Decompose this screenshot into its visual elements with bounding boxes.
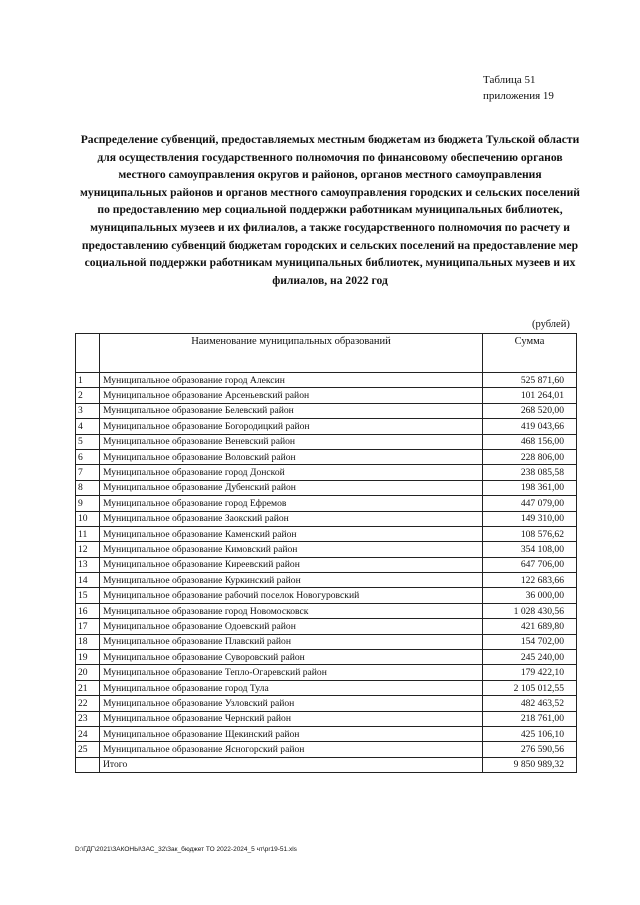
row-number: 5 xyxy=(76,434,100,449)
row-name: Муниципальное образование Одоевский район xyxy=(100,619,483,634)
table-row xyxy=(76,573,577,588)
row-name: Муниципальное образование Ясногорский район xyxy=(100,742,483,757)
row-amount: 419 043,66 xyxy=(483,419,577,434)
row-name: Муниципальное образование Дубенский район xyxy=(100,480,483,495)
row-amount: 36 000,00 xyxy=(483,588,577,603)
table-row xyxy=(76,434,577,449)
table-row xyxy=(76,696,577,711)
row-number: 21 xyxy=(76,680,100,695)
row-name: Муниципальное образование город Алексин xyxy=(100,373,483,388)
row-number: 1 xyxy=(76,373,100,388)
table-row xyxy=(76,634,577,649)
row-name: Муниципальное образование Плавский район xyxy=(100,634,483,649)
row-amount: 179 422,10 xyxy=(483,665,577,680)
table-header-row xyxy=(76,334,577,373)
table-row xyxy=(76,542,577,557)
row-number: 23 xyxy=(76,711,100,726)
row-amount: 421 689,80 xyxy=(483,619,577,634)
row-name: Муниципальное образование Веневский район xyxy=(100,434,483,449)
row-amount: 447 079,00 xyxy=(483,496,577,511)
row-number: 15 xyxy=(76,588,100,603)
total-row xyxy=(76,757,577,772)
distribution-table xyxy=(75,333,577,773)
row-number: 4 xyxy=(76,419,100,434)
table-row xyxy=(76,650,577,665)
table-row xyxy=(76,496,577,511)
row-amount: 276 590,56 xyxy=(483,742,577,757)
header-number xyxy=(76,334,100,373)
row-amount: 468 156,00 xyxy=(483,434,577,449)
row-name: Муниципальное образование Киреевский район xyxy=(100,557,483,572)
table-row xyxy=(76,403,577,418)
row-amount: 218 761,00 xyxy=(483,711,577,726)
row-amount: 154 702,00 xyxy=(483,634,577,649)
row-amount: 245 240,00 xyxy=(483,650,577,665)
row-number: 8 xyxy=(76,480,100,495)
row-name: Муниципальное образование Кимовский район xyxy=(100,542,483,557)
row-amount: 198 361,00 xyxy=(483,480,577,495)
row-number: 18 xyxy=(76,634,100,649)
table-row xyxy=(76,388,577,403)
row-name: Муниципальное образование Куркинский район xyxy=(100,573,483,588)
row-name: Муниципальное образование Арсеньевский район xyxy=(100,388,483,403)
document-title: Распределение субвенций, предоставляемых местным бюджетам из бюджета Тульской области для осуществления государственного полномочия по финансовому обеспечению органов местного самоуправления округов и районов, органов местного самоуправления муниципальных районов и органов местного самоуправления городских и сельских поселений по предоставлению мер социальной поддержки работникам муниципальных библиотек, муниципальных музеев и их филиалов, а также государственного полномочия по расчету и предоставлению субвенций бюджетам городских и сельских поселений на предоставление мер социальной поддержки работникам муниципальных библиотек, муниципальных музеев и их филиалов, на 2022 год xyxy=(80,133,580,287)
row-amount: 354 108,00 xyxy=(483,542,577,557)
row-number: 7 xyxy=(76,465,100,480)
row-name: Муниципальное образование Чернский район xyxy=(100,711,483,726)
row-amount: 149 310,00 xyxy=(483,511,577,526)
row-name: Муниципальное образование Узловский район xyxy=(100,696,483,711)
row-number: 20 xyxy=(76,665,100,680)
row-number: 12 xyxy=(76,542,100,557)
row-amount: 647 706,00 xyxy=(483,557,577,572)
row-amount: 425 106,10 xyxy=(483,726,577,741)
table-row xyxy=(76,742,577,757)
table-row xyxy=(76,526,577,541)
table-row xyxy=(76,726,577,741)
file-path: D:\ГДГ\2021\ЗАКОНЫ\ЗАС_32\Зак_бюджет ТО 2022-2024_5 чт\pr19-51.xls xyxy=(75,846,297,853)
table-row xyxy=(76,680,577,695)
row-number: 16 xyxy=(76,603,100,618)
row-number: 22 xyxy=(76,696,100,711)
row-amount: 228 806,00 xyxy=(483,449,577,464)
row-amount: 122 683,66 xyxy=(483,573,577,588)
row-number: 10 xyxy=(76,511,100,526)
row-amount: 1 028 430,56 xyxy=(483,603,577,618)
row-number: 14 xyxy=(76,573,100,588)
row-number xyxy=(76,757,100,772)
table-row xyxy=(76,588,577,603)
row-number: 11 xyxy=(76,526,100,541)
table-row xyxy=(76,465,577,480)
row-name: Муниципальное образование Белевский район xyxy=(100,403,483,418)
row-number: 19 xyxy=(76,650,100,665)
row-name: Муниципальное образование Тепло-Огаревский район xyxy=(100,665,483,680)
row-name: Муниципальное образование Каменский район xyxy=(100,526,483,541)
row-amount: 2 105 012,55 xyxy=(483,680,577,695)
row-amount: 268 520,00 xyxy=(483,403,577,418)
row-amount: 101 264,01 xyxy=(483,388,577,403)
row-amount: 108 576,62 xyxy=(483,526,577,541)
header-amount: Сумма xyxy=(483,334,577,373)
table-number: Таблица 51 xyxy=(483,74,536,86)
row-name: Муниципальное образование Заокский район xyxy=(100,511,483,526)
row-number: 25 xyxy=(76,742,100,757)
row-number: 3 xyxy=(76,403,100,418)
appendix-number: приложения 19 xyxy=(483,90,554,102)
row-number: 13 xyxy=(76,557,100,572)
row-name: Муниципальное образование Богородицкий район xyxy=(100,419,483,434)
table-reference xyxy=(483,72,554,104)
units-label: (рублей) xyxy=(532,319,570,330)
row-number: 2 xyxy=(76,388,100,403)
table-row xyxy=(76,480,577,495)
table-row xyxy=(76,603,577,618)
table-row xyxy=(76,619,577,634)
table-row xyxy=(76,557,577,572)
row-name: Муниципальное образование город Ефремов xyxy=(100,496,483,511)
row-name: Муниципальное образование Щекинский район xyxy=(100,726,483,741)
row-amount: 482 463,52 xyxy=(483,696,577,711)
row-name: Муниципальное образование город Новомосковск xyxy=(100,603,483,618)
row-number: 17 xyxy=(76,619,100,634)
row-number: 6 xyxy=(76,449,100,464)
row-name: Муниципальное образование город Донской xyxy=(100,465,483,480)
row-amount: 9 850 989,32 xyxy=(483,757,577,772)
table-row xyxy=(76,665,577,680)
table-row xyxy=(76,449,577,464)
row-name: Муниципальное образование Воловский район xyxy=(100,449,483,464)
row-amount: 525 871,60 xyxy=(483,373,577,388)
row-name: Муниципальное образование Суворовский район xyxy=(100,650,483,665)
table-row xyxy=(76,511,577,526)
header-name: Наименование муниципальных образований xyxy=(100,334,483,373)
row-number: 24 xyxy=(76,726,100,741)
table-row xyxy=(76,419,577,434)
row-name: Итого xyxy=(100,757,483,772)
row-name: Муниципальное образование рабочий поселок Новогуровский xyxy=(100,588,483,603)
table-row xyxy=(76,711,577,726)
row-name: Муниципальное образование город Тула xyxy=(100,680,483,695)
row-number: 9 xyxy=(76,496,100,511)
row-amount: 238 085,58 xyxy=(483,465,577,480)
table-row xyxy=(76,373,577,388)
